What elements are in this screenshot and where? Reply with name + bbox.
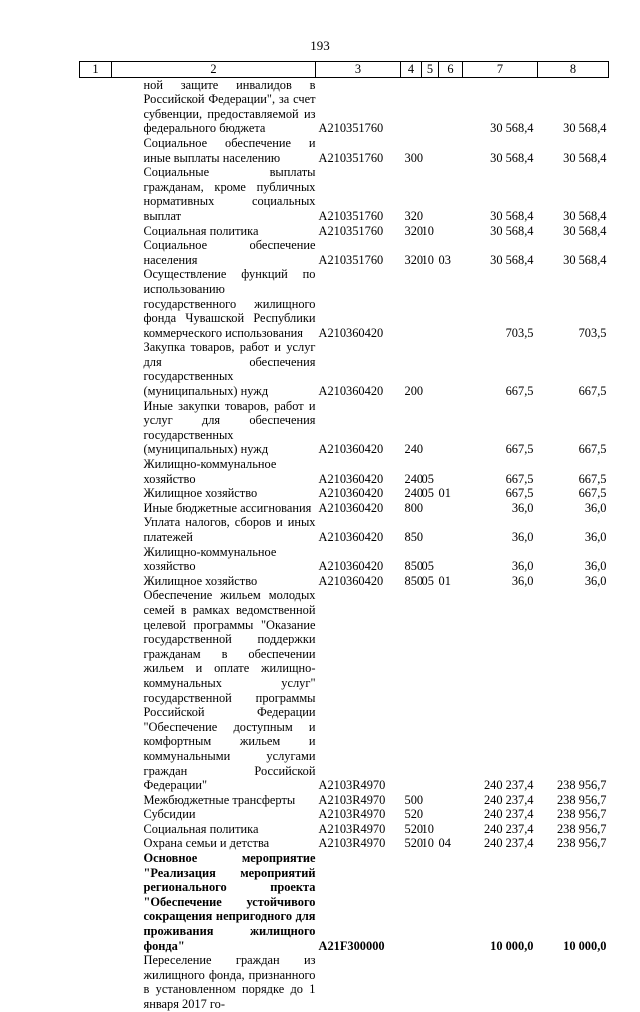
row-value-7: 36,0 — [511, 500, 534, 515]
first-cell — [80, 836, 112, 851]
row-col-4 — [401, 77, 422, 136]
row-col-6 — [439, 822, 463, 837]
table-row — [80, 574, 609, 589]
row-col-6 — [439, 224, 463, 239]
table-row — [80, 851, 609, 953]
table-row — [80, 822, 609, 837]
row-name: Социальное обеспечение и иные выплаты населению — [143, 135, 316, 165]
row-code: А210360420 — [318, 486, 384, 501]
row-code: А210360420 — [318, 471, 384, 486]
row-code: А210360420 — [318, 384, 384, 399]
first-cell — [80, 953, 112, 1011]
table-row — [80, 836, 609, 851]
row-code: А210351760 — [318, 252, 384, 267]
row-col-5 — [422, 501, 439, 516]
first-cell — [80, 545, 112, 574]
row-value-8: 36,0 — [584, 500, 607, 515]
row-value-7: 667,5 — [505, 486, 534, 501]
row-value-8: 30 568,4 — [563, 121, 607, 136]
row-value-7: 36,0 — [511, 573, 534, 588]
table-row — [80, 545, 609, 574]
row-name: Межбюджетные трансферты — [143, 792, 296, 807]
row-code: А2103R4970 — [318, 792, 386, 807]
table-header — [80, 62, 609, 78]
row-code: А21F300000 — [318, 938, 385, 953]
row-name: Обеспечение жильем молодых семей в рамках ведомственной целевой программы "Оказание государственной поддержки гражданам в обеспечении жильем и оплате жилищно-коммунальных услуг" государственной программы Российской Федерации "Обеспечение доступным и комфортным жильем и коммунальными услугами граждан Российской Федерации" — [143, 588, 316, 793]
row-col-4: 320 — [404, 252, 424, 267]
row-col-6 — [439, 457, 463, 486]
row-col-4: 240 — [404, 471, 424, 486]
row-value-8: 10 000,0 — [563, 938, 607, 953]
row-value-8: 30 568,4 — [563, 150, 607, 165]
row-name: Охрана семьи и детства — [143, 836, 270, 851]
first-cell — [80, 136, 112, 165]
table-row — [80, 399, 609, 457]
row-value-7: 667,5 — [505, 471, 534, 486]
row-value-7: 30 568,4 — [490, 150, 534, 165]
row-value-7: 30 568,4 — [490, 121, 534, 136]
first-cell — [80, 793, 112, 808]
row-col-4: 520 — [404, 821, 424, 836]
row-code: А2103R4970 — [318, 821, 386, 836]
row-name: Жилищное хозяйство — [143, 486, 258, 501]
row-col-5 — [422, 793, 439, 808]
row-value-8: 238 956,7 — [556, 821, 607, 836]
row-name: Социальные выплаты гражданам, кроме публичных нормативных социальных выплат — [143, 165, 316, 223]
row-col-6 — [439, 77, 463, 136]
row-col-4: 320 — [404, 208, 424, 223]
row-code: А210360420 — [318, 573, 384, 588]
table-row — [80, 807, 609, 822]
row-code: А210351760 — [318, 223, 384, 238]
row-col-5: 10 — [421, 836, 434, 851]
row-value-7: 240 237,4 — [483, 792, 534, 807]
row-code — [316, 953, 401, 1011]
row-col-5 — [422, 399, 439, 457]
row-value-8: 667,5 — [578, 471, 607, 486]
row-value-8: 667,5 — [578, 442, 607, 457]
row-value-8: 667,5 — [578, 384, 607, 399]
row-col-6 — [439, 515, 463, 544]
row-col-6 — [439, 545, 463, 574]
first-cell — [80, 238, 112, 267]
row-col-5 — [422, 77, 439, 136]
row-code: А210360420 — [318, 500, 384, 515]
row-value-8: 238 956,7 — [556, 792, 607, 807]
row-name: Жилищно-коммунальное хозяйство — [143, 457, 277, 486]
row-col-6: 01 — [438, 573, 451, 588]
row-value-8 — [538, 953, 609, 1011]
row-col-5 — [422, 953, 439, 1011]
row-code: А210360420 — [318, 442, 384, 457]
header-col-7: 7 — [463, 62, 538, 78]
row-col-5 — [422, 340, 439, 398]
header-col-3: 3 — [316, 62, 401, 78]
first-cell — [80, 822, 112, 837]
row-value-7: 667,5 — [505, 442, 534, 457]
first-cell — [80, 515, 112, 544]
row-value-8: 667,5 — [578, 486, 607, 501]
row-code: А2103R4970 — [318, 836, 386, 851]
row-code: А210360420 — [318, 530, 384, 544]
row-col-5: 05 — [421, 486, 434, 501]
table-row — [80, 224, 609, 239]
first-cell — [80, 851, 112, 953]
row-name: Социальная политика — [143, 223, 259, 238]
table-row — [80, 515, 609, 544]
row-value-7: 30 568,4 — [490, 252, 534, 267]
table-row — [80, 238, 609, 267]
row-col-5 — [422, 807, 439, 822]
row-value-7: 30 568,4 — [490, 223, 534, 238]
row-name: ной защите инвалидов в Российской Федерации", за счет субвенции, предоставляемой из федерального бюджета — [143, 77, 316, 136]
row-name: Социальная политика — [143, 821, 259, 836]
row-col-4: 850 — [404, 573, 424, 588]
table-row — [80, 793, 609, 808]
table-row — [80, 486, 609, 501]
row-col-6: 03 — [438, 252, 451, 267]
row-value-7: 240 237,4 — [483, 778, 534, 793]
row-col-4: 520 — [404, 836, 424, 851]
row-col-6 — [439, 501, 463, 516]
table-row — [80, 588, 609, 792]
row-value-8: 30 568,4 — [563, 223, 607, 238]
row-col-5 — [422, 267, 439, 340]
row-code: А2103R4970 — [318, 778, 386, 793]
row-value-8: 703,5 — [578, 325, 607, 340]
row-value-8: 36,0 — [584, 573, 607, 588]
table-row — [80, 953, 609, 1011]
row-value-8: 30 568,4 — [563, 208, 607, 223]
row-code: А210351760 — [318, 150, 384, 165]
row-col-5 — [422, 851, 439, 953]
row-value-7: 36,0 — [511, 530, 534, 544]
first-cell — [80, 574, 112, 589]
row-value-8: 36,0 — [584, 559, 607, 574]
row-col-5: 10 — [421, 252, 434, 267]
first-cell — [80, 165, 112, 223]
row-col-5: 05 — [421, 573, 434, 588]
row-col-6 — [439, 953, 463, 1011]
row-col-4: 240 — [404, 442, 424, 457]
budget-table — [79, 61, 609, 1012]
row-col-6: 04 — [438, 836, 451, 851]
row-value-8: 238 956,7 — [556, 836, 607, 851]
row-col-4: 320 — [404, 223, 424, 238]
row-col-5 — [422, 515, 439, 544]
first-cell — [80, 340, 112, 398]
row-value-8: 30 568,4 — [563, 252, 607, 267]
table-row — [80, 340, 609, 398]
row-col-4: 240 — [404, 486, 424, 501]
row-col-4 — [401, 953, 422, 1011]
row-value-7: 667,5 — [505, 384, 534, 399]
row-name: Осуществление функций по использованию государственного жилищного фонда Чувашской Республики коммерческого использования — [143, 267, 316, 340]
row-name: Субсидии — [143, 807, 196, 822]
row-value-7: 30 568,4 — [490, 208, 534, 223]
table-row — [80, 457, 609, 486]
header-col-6: 6 — [439, 62, 463, 78]
row-col-4 — [401, 267, 422, 340]
row-value-7: 703,5 — [505, 325, 534, 340]
table-row — [80, 136, 609, 165]
row-name: Иные бюджетные ассигнования — [143, 500, 312, 515]
first-cell — [80, 399, 112, 457]
row-col-6 — [439, 851, 463, 953]
row-col-6: 01 — [438, 486, 451, 501]
row-col-5 — [422, 165, 439, 223]
row-name: Уплата налогов, сборов и иных платежей — [143, 515, 316, 544]
row-col-4: 800 — [404, 500, 424, 515]
first-cell — [80, 588, 112, 792]
row-value-8: 238 956,7 — [556, 807, 607, 822]
header-col-5: 5 — [422, 62, 439, 78]
row-col-6 — [439, 267, 463, 340]
table-row — [80, 267, 609, 340]
row-code: А210351760 — [318, 208, 384, 223]
first-cell — [80, 486, 112, 501]
row-col-4 — [401, 588, 422, 792]
row-col-5: 05 — [421, 559, 434, 574]
row-col-6 — [439, 165, 463, 223]
header-col-8: 8 — [538, 62, 609, 78]
row-value-7 — [463, 953, 538, 1011]
row-col-6 — [439, 793, 463, 808]
first-cell — [80, 224, 112, 239]
row-col-5: 05 — [421, 471, 434, 486]
row-col-5: 10 — [421, 821, 434, 836]
row-col-5 — [422, 136, 439, 165]
row-name: Иные закупки товаров, работ и услуг для обеспечения государственных (муниципальных) нужд — [143, 398, 316, 457]
row-col-6 — [439, 340, 463, 398]
row-col-6 — [439, 807, 463, 822]
header-col-1: 1 — [80, 62, 112, 78]
table-row — [80, 77, 609, 136]
row-value-7: 36,0 — [511, 559, 534, 574]
row-value-7: 240 237,4 — [483, 807, 534, 822]
row-name: Жилищно-коммунальное хозяйство — [143, 544, 277, 574]
row-col-6 — [439, 588, 463, 792]
row-code: А210351760 — [318, 121, 384, 136]
row-col-4: 850 — [404, 530, 424, 544]
row-name: Социальное обеспечение населения — [143, 238, 316, 267]
row-col-4: 200 — [404, 384, 424, 399]
row-col-5 — [422, 588, 439, 792]
row-value-7: 240 237,4 — [483, 821, 534, 836]
row-col-4: 300 — [404, 150, 424, 165]
table-row — [80, 501, 609, 516]
first-cell — [80, 267, 112, 340]
row-col-4 — [401, 851, 422, 953]
row-name: Жилищное хозяйство — [143, 573, 258, 588]
row-col-5: 10 — [421, 223, 434, 238]
row-code: А2103R4970 — [318, 807, 386, 822]
table-row — [80, 165, 609, 223]
row-code: А210360420 — [318, 325, 384, 340]
row-value-8: 36,0 — [584, 530, 607, 544]
row-col-4: 500 — [404, 792, 424, 807]
row-value-8: 238 956,7 — [556, 778, 607, 793]
row-value-7: 10 000,0 — [490, 938, 534, 953]
row-name: Переселение граждан из жилищного фонда, признанного в установленном порядке до 1 января 2017 го- — [143, 953, 316, 1011]
row-col-4: 520 — [404, 807, 424, 822]
row-col-6 — [439, 399, 463, 457]
row-name: Основное мероприятие "Реализация мероприятий регионального проекта "Обеспечение устойчивого сокращения непригодного для проживания жилищного фонда" — [143, 851, 316, 953]
row-col-4: 850 — [404, 559, 424, 574]
header-col-2: 2 — [112, 62, 316, 78]
header-col-4: 4 — [401, 62, 422, 78]
row-value-7: 240 237,4 — [483, 836, 534, 851]
first-cell — [80, 501, 112, 516]
row-name: Закупка товаров, работ и услуг для обеспечения государственных (муниципальных) нужд — [143, 340, 316, 399]
row-col-6 — [439, 136, 463, 165]
first-cell — [80, 457, 112, 486]
first-cell — [80, 807, 112, 822]
page-number: 193 — [310, 38, 330, 53]
row-code: А210360420 — [318, 559, 384, 574]
first-cell — [80, 77, 112, 136]
